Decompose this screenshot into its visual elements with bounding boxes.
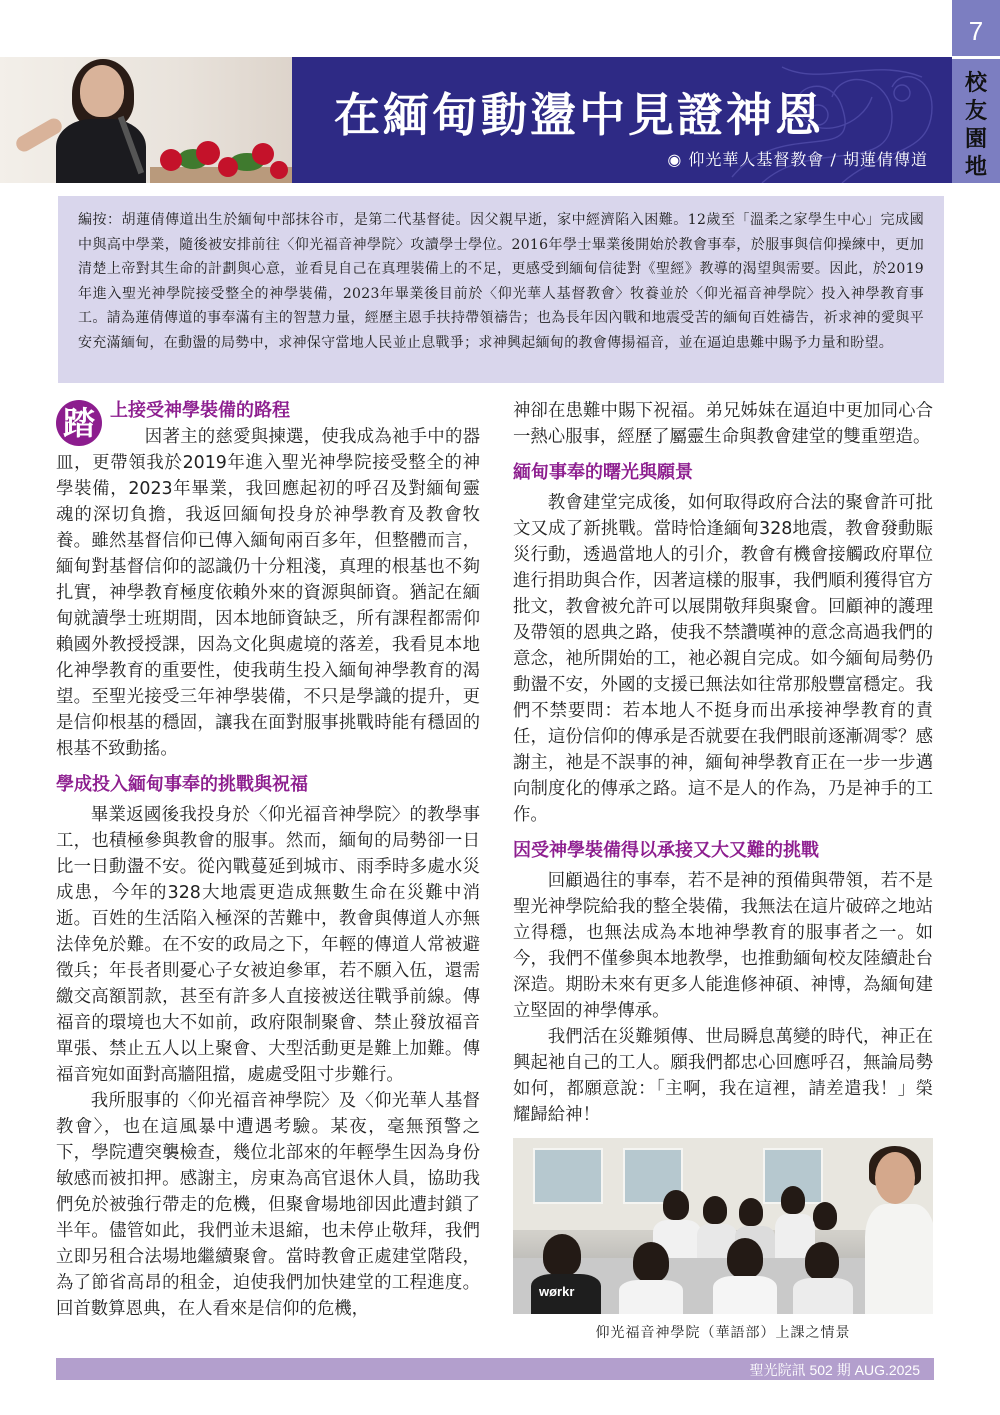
section-heading-3: 緬甸事奉的曙光與願景 bbox=[513, 462, 693, 483]
student-shirt bbox=[793, 1278, 853, 1314]
paragraph: 我所服事的〈仰光福音神學院〉及〈仰光華人基督教會〉，也在這風暴中遭遇考驗。某夜，毫無預警之下，學院遭突襲檢查，幾位北部來的年輕學生因為身份敏感而被扣押。感謝主，房東為高官退休人員，協助我們免於被強行帶走的危機，但聚會場地卻因此遭封鎖了半年。儘管如此，我們並未退縮，也未停止敬拜，我們立即另租合法場地繼續聚會。當時教會正處建堂階段，為了節省高昂的租金，迫使我們加快建堂的工程進度。回首數算恩典，在人看來是信仰的危機， bbox=[56, 1091, 480, 1319]
section-name bbox=[952, 70, 1000, 182]
shirt-print: wørkr bbox=[539, 1284, 575, 1299]
page-number: 7 bbox=[968, 16, 984, 46]
article-column-right bbox=[513, 398, 933, 1128]
section-heading-4: 因受神學裝備得以承接又大又難的挑戰 bbox=[513, 840, 819, 861]
section-tab bbox=[952, 0, 1000, 183]
speaker-face bbox=[80, 65, 124, 117]
author-byline: ◉ 仰光華人基督教會 / 胡蓮倩傳道 bbox=[667, 150, 928, 169]
photo-caption: 仰光福音神學院（華語部）上課之情景 bbox=[595, 1325, 851, 1341]
byline-area bbox=[292, 57, 952, 183]
issue-info: 聖光院訊 502 期 AUG.2025 bbox=[749, 1362, 920, 1378]
article-column-left bbox=[56, 398, 480, 1322]
flower bbox=[160, 149, 182, 171]
student bbox=[813, 1202, 837, 1230]
tab-divider bbox=[952, 56, 1000, 59]
article-title: 在緬甸動盪中見證神恩 bbox=[334, 88, 824, 142]
speaker-photo bbox=[0, 57, 292, 183]
teacher-shirt bbox=[865, 1204, 933, 1314]
paragraph: 神卻在患難中賜下祝福。弟兄姊妹在逼迫中更加同心合一熱心服事，經歷了屬靈生命與教會建堂的雙重塑造。 bbox=[513, 401, 933, 447]
window bbox=[533, 1148, 603, 1204]
student-shirt bbox=[713, 1276, 777, 1314]
dropcap: 踏 bbox=[56, 400, 102, 446]
paragraph: 教會建堂完成後，如何取得政府合法的聚會許可批文又成了新挑戰。當時恰逢緬甸328地震，教會發動賑災行動，透過當地人的引介，教會有機會接觸政府單位進行捐助與合作，因著這樣的服事，我們順利獲得官方批文，教會被允許可以展開敬拜與聚會。回顧神的護理及帶領的恩典之路，使我不禁讚嘆神的意念高過我們的意念，祂所開始的工，祂必親自完成。如今緬甸局勢仍動盪不安，外國的支援已無法如往常那般豐富穩定。我們不禁要問：若本地人不挺身而出承接神學教育的責任，這份信仰的傳承是否就要在我們眼前逐漸凋零？感謝主，祂是不誤事的神，緬甸神學教育正在一步一步邁向制度化的傳承之路。這不是人的作為，乃是神手的工作。 bbox=[513, 493, 933, 825]
paragraph: 我們活在災難頻傳、世局瞬息萬變的時代，神正在興起祂自己的工人。願我們都忠心回應呼召，無論局勢如何，都願意說：「主啊，我在這裡，請差遣我！」榮耀歸給神！ bbox=[513, 1027, 933, 1125]
student-shirt bbox=[619, 1280, 683, 1314]
section-heading-2: 學成投入緬甸事奉的挑戰與祝福 bbox=[56, 774, 308, 795]
student bbox=[663, 1190, 689, 1220]
student bbox=[703, 1196, 727, 1224]
section-name-text: 校 友 園 地 bbox=[964, 71, 987, 180]
student bbox=[739, 1198, 763, 1226]
section-heading-1: 上接受神學裝備的路程 bbox=[110, 400, 290, 421]
student bbox=[805, 1242, 839, 1280]
student bbox=[781, 1186, 805, 1214]
flower bbox=[196, 141, 220, 165]
flower bbox=[270, 161, 288, 179]
classroom-photo bbox=[513, 1138, 933, 1314]
flower bbox=[218, 157, 238, 177]
paragraph: 回顧過往的事奉，若不是神的預備與帶領，若不是聖光神學院給我的整全裝備，我無法在這片破碎之地站立得穩，也無法成為本地神學教育的服事者之一。如今，我們不僅參與本地教學，也推動緬甸校友陸續赴台深造。期盼未來有更多人能進修神碩、神博，為緬甸建立堅固的神學傳承。 bbox=[513, 871, 933, 1021]
student bbox=[633, 1242, 669, 1282]
footer-bar bbox=[56, 1358, 934, 1380]
editor-note: 編按：胡蓮倩傳道出生於緬甸中部抹谷市，是第二代基督徒。因父親早逝，家中經濟陷入困難。12歲至「溫柔之家學生中心」完成國中與高中學業，隨後被安排前往〈仰光福音神學院〉攻讀學士學位。2016年學士畢業後開始於教會事奉，於服事與信仰操練中，更加清楚上帝對其生命的計劃與心意，並看見自己在真理裝備上的不足，更感受到緬甸信徒對《聖經》教導的渴望與需要。因此，於2019年進入聖光神學院接受整全的神學裝備，2023年畢業後目前於〈仰光華人基督教會〉牧養並於〈仰光福音神學院〉投入神學教育事工。請為蓮倩傳道的事奉滿有主的智慧力量，經歷主恩手扶持帶領禱告；也為長年因內戰和地震受苦的緬甸百姓禱告，祈求神的愛與平安充滿緬甸，在動盪的局勢中，求神保守當地人民並止息戰爭；求神興起緬甸的教會傳揚福音，並在逼迫患難中賜予力量和盼望。 bbox=[58, 196, 944, 383]
student bbox=[543, 1234, 581, 1276]
student bbox=[727, 1238, 763, 1278]
paragraph: 畢業返國後我投身於〈仰光福音神學院〉的教學事工，也積極參與教會的服事。然而，緬甸的局勢卻一日比一日動盪不安。從內戰蔓延到城市、雨季時多處水災成患，今年的328大地震更造成無數生命在災難中消逝。百姓的生活陷入極深的苦難中，教會與傳道人亦無法倖免於難。在不安的政局之下，年輕的傳道人常被避徵兵；年長者則憂心子女被迫參軍，若不願入伍，還需繳交高額罰款，甚至有許多人直接被送往戰爭前線。傳福音的環境也大不如前，政府限制聚會、禁止發放福音單張、禁止五人以上聚會、大型活動更是難上加難。傳福音宛如面對高牆阻擋，處處受阻寸步難行。 bbox=[56, 805, 480, 1085]
flower bbox=[252, 143, 274, 165]
teacher-face bbox=[875, 1152, 915, 1204]
paragraph: 因著主的慈愛與揀選，使我成為祂手中的器皿，更帶領我於2019年進入聖光神學院接受整全的神學裝備，2023年畢業，我回應起初的呼召及對緬甸靈魂的深切負擔，我返回緬甸投身於神學教育及教會牧養。雖然基督信仰已傳入緬甸兩百多年，但整體而言，緬甸對基督信仰的認識仍十分粗淺，真理的根基也不夠扎實，神學教育極度依賴外來的資源與師資。猶記在緬甸就讀學士班期間，因本地師資缺乏，所有課程都需仰賴國外教授授課，因為文化與處境的落差，我看見本地化神學教育的重要性，使我萌生投入緬甸神學教育的渴望。至聖光接受三年神學裝備，不只是學識的提升，更是信仰根基的穩固，讓我在面對服事挑戰時能有穩固的根基不致動搖。 bbox=[56, 427, 480, 759]
